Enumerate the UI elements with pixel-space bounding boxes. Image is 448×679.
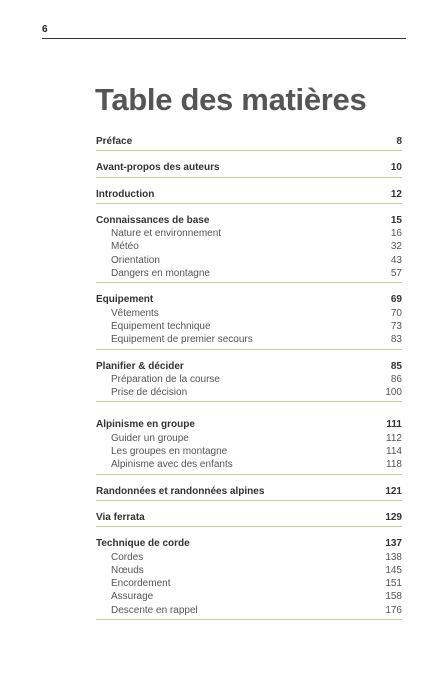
subitem-title: Préparation de la course	[111, 373, 220, 385]
toc-section	[96, 161, 402, 177]
subitem-page: 158	[385, 591, 402, 603]
chapter-page: 111	[386, 419, 402, 431]
toc-chapter[interactable]	[96, 293, 402, 306]
subitem-page: 57	[390, 268, 402, 280]
toc-subitem[interactable]	[96, 386, 402, 399]
toc-section	[96, 511, 402, 527]
toc-subitem[interactable]	[96, 267, 402, 280]
subitem-title: Vêtements	[111, 307, 159, 319]
toc-chapter[interactable]	[96, 537, 402, 550]
toc-subitem[interactable]	[96, 432, 402, 445]
toc-section	[96, 188, 402, 204]
subitem-title: Descente en rappel	[111, 604, 198, 616]
toc-chapter[interactable]	[96, 188, 402, 201]
subitem-page: 100	[385, 387, 402, 399]
subitem-page: 83	[390, 334, 402, 346]
toc-subitem[interactable]	[96, 445, 402, 458]
chapter-page: 8	[396, 136, 402, 147]
page-title: Table des matières	[95, 82, 367, 117]
toc-subitem[interactable]	[96, 564, 402, 577]
toc-subitem[interactable]	[96, 307, 402, 320]
subitem-page: 43	[390, 254, 402, 266]
toc-subitem[interactable]	[96, 320, 402, 333]
toc-subitem[interactable]	[96, 333, 402, 346]
subitem-page: 145	[385, 564, 402, 576]
toc-chapter[interactable]	[96, 214, 402, 227]
subitem-title: Equipement de premier secours	[111, 334, 253, 346]
chapter-title: Introduction	[96, 188, 155, 200]
subitem-title: Météo	[111, 241, 139, 253]
chapter-title: Connaissances de base	[96, 214, 210, 226]
subitem-page: 70	[390, 307, 402, 319]
subitem-page: 112	[386, 432, 402, 444]
toc-subitem[interactable]	[96, 577, 402, 590]
chapter-page: 10	[390, 162, 402, 174]
subitem-page: 151	[385, 578, 402, 590]
toc-subitem[interactable]	[96, 551, 402, 564]
toc-subitem[interactable]	[96, 458, 402, 471]
subitem-title: Nœuds	[111, 564, 144, 576]
chapter-title: Préface	[96, 136, 133, 147]
subitem-page: 86	[390, 373, 402, 385]
subitem-page: 138	[385, 551, 402, 563]
subitem-title: Cordes	[111, 551, 144, 563]
toc-section	[96, 360, 402, 403]
subitem-page: 16	[390, 228, 402, 240]
subitem-title: Les groupes en montagne	[111, 446, 228, 458]
chapter-title: Via ferrata	[96, 511, 145, 523]
subitem-title: Encordement	[111, 578, 171, 590]
chapter-title: Avant-propos des auteurs	[96, 162, 220, 174]
subitem-page: 118	[386, 459, 402, 471]
chapter-title: Alpinisme en groupe	[96, 419, 195, 431]
header-rule	[42, 38, 406, 39]
page-number: 6	[42, 24, 48, 35]
table-of-contents	[96, 135, 402, 630]
toc-chapter[interactable]	[96, 161, 402, 174]
chapter-page: 69	[390, 294, 402, 306]
subitem-title: Equipement technique	[111, 320, 211, 332]
chapter-title: Randonnées et randonnées alpines	[96, 485, 265, 497]
toc-subitem[interactable]	[96, 604, 402, 617]
toc-subitem[interactable]	[96, 254, 402, 267]
toc-chapter[interactable]	[96, 360, 402, 373]
subitem-title: Orientation	[111, 254, 160, 266]
toc-section	[96, 485, 402, 501]
toc-section	[96, 135, 402, 151]
toc-chapter[interactable]	[96, 485, 402, 498]
chapter-title: Technique de corde	[96, 538, 190, 550]
chapter-page: 129	[385, 511, 402, 523]
subitem-page: 176	[385, 604, 402, 616]
subitem-title: Assurage	[111, 591, 154, 603]
toc-subitem[interactable]	[96, 227, 402, 240]
toc-section	[96, 537, 402, 620]
chapter-page: 121	[385, 485, 402, 497]
subitem-page: 73	[390, 320, 402, 332]
toc-chapter[interactable]	[96, 418, 402, 431]
toc-subitem[interactable]	[96, 590, 402, 603]
toc-subitem[interactable]	[96, 240, 402, 253]
chapter-page: 12	[390, 188, 402, 200]
subitem-page: 114	[386, 446, 402, 458]
subitem-title: Alpinisme avec des enfants	[111, 459, 233, 471]
subitem-title: Guider un groupe	[111, 432, 189, 444]
subitem-title: Dangers en montagne	[111, 268, 210, 280]
toc-section	[96, 214, 402, 283]
toc-chapter[interactable]	[96, 511, 402, 524]
chapter-title: Equipement	[96, 294, 154, 306]
subitem-page: 32	[390, 241, 402, 253]
toc-section	[96, 293, 402, 349]
toc-subitem[interactable]	[96, 373, 402, 386]
subitem-title: Prise de décision	[111, 387, 188, 399]
toc-section	[96, 418, 402, 474]
chapter-page: 137	[385, 538, 402, 550]
subitem-title: Nature et environnement	[111, 228, 222, 240]
chapter-title: Planifier & décider	[96, 360, 184, 372]
chapter-page: 85	[390, 360, 402, 372]
toc-chapter[interactable]	[96, 135, 402, 148]
chapter-page: 15	[390, 214, 402, 226]
